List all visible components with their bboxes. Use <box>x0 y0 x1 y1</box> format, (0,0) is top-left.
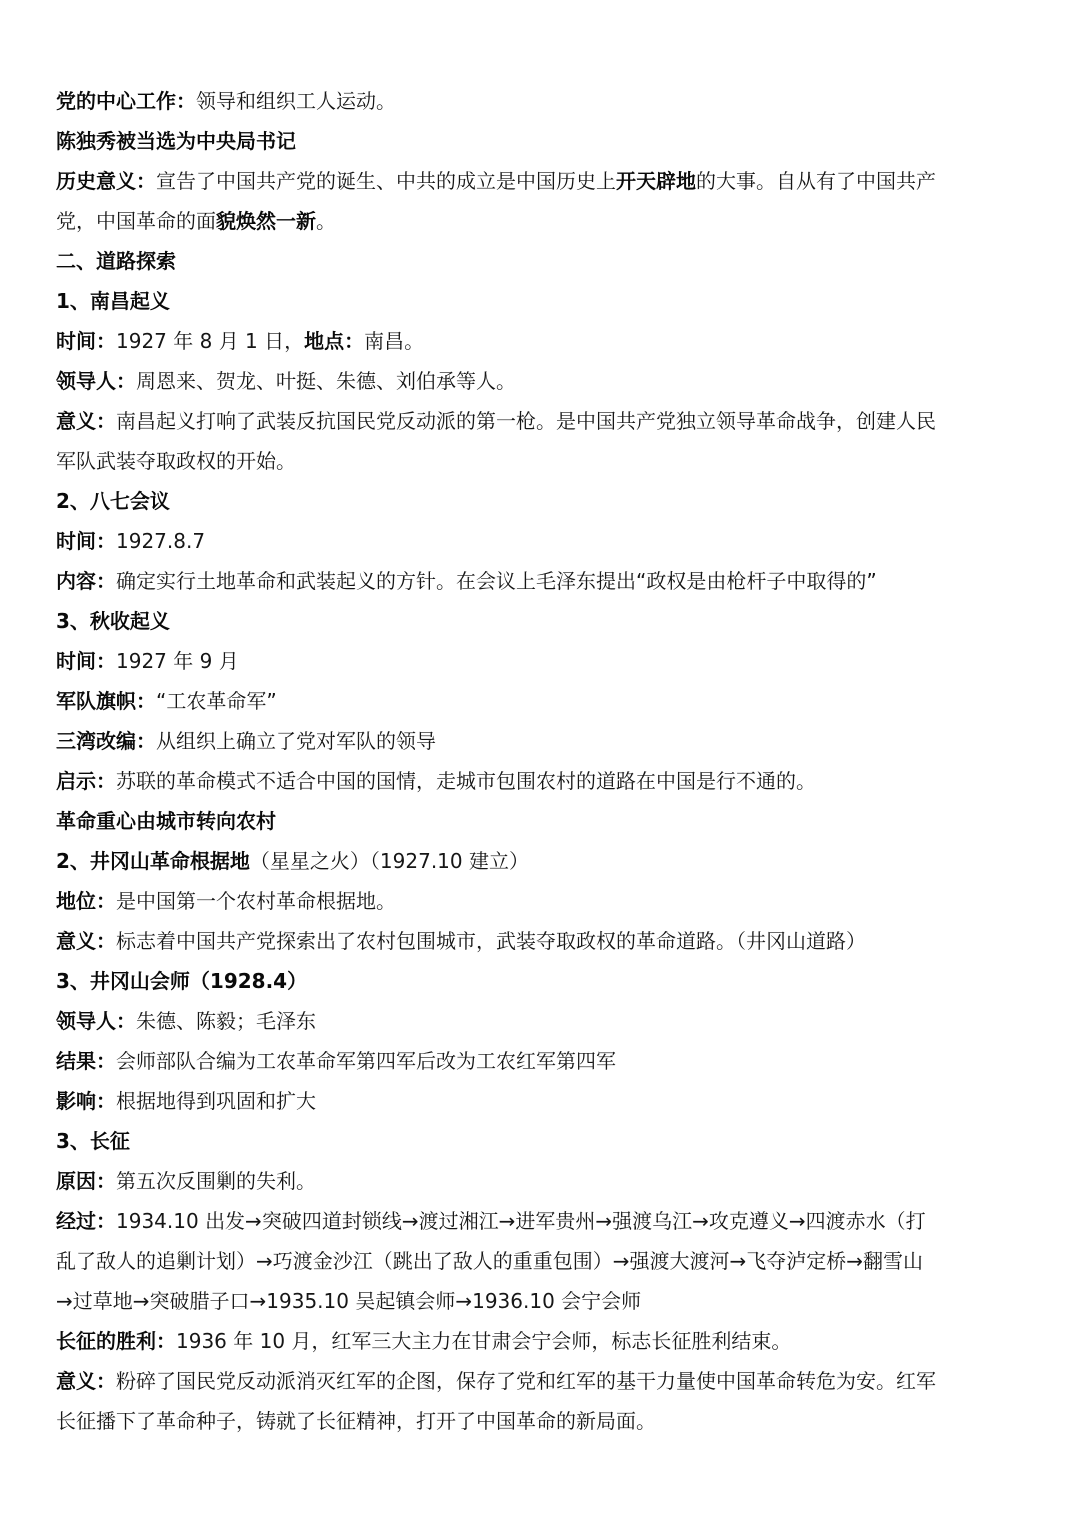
bold-label: 2、八七会议 <box>56 489 170 513</box>
line-nanchang-time <box>56 321 1036 361</box>
bold-label: 历史意义： <box>56 169 156 193</box>
line-sanwan-reorg <box>56 721 1036 761</box>
bold-label: 意义： <box>56 1369 116 1393</box>
line-nanchang-meaning-cont <box>56 441 1036 481</box>
line-nanchang-meaning <box>56 401 1036 441</box>
line-revelation <box>56 761 1036 801</box>
line-meeting-impact <box>56 1081 1036 1121</box>
text-segment: 确定实行土地革命和武装起义的方针。在会议上毛泽东提出“政权是由枪杆子中取得的” <box>116 569 877 593</box>
line-march-cause <box>56 1161 1036 1201</box>
bold-label: 时间： <box>56 329 116 353</box>
bold-label: 领导人： <box>56 369 136 393</box>
bold-label: 陈独秀被当选为中央局书记 <box>56 129 296 153</box>
bold-label: 长征的胜利： <box>56 1329 176 1353</box>
line-march-route-3 <box>56 1281 1036 1321</box>
line-central-work <box>56 81 1036 121</box>
heading-august-seventh <box>56 481 1036 521</box>
line-autumn-time <box>56 641 1036 681</box>
bold-label: 开天辟地 <box>616 169 696 193</box>
bold-label: 原因： <box>56 1169 116 1193</box>
bold-label: 2、井冈山革命根据地 <box>56 849 250 873</box>
text-segment: 军队武装夺取政权的开始。 <box>56 449 296 473</box>
bold-label: 影响： <box>56 1089 116 1113</box>
bold-label: 党的中心工作： <box>56 89 196 113</box>
bold-label: 军队旗帜： <box>56 689 156 713</box>
bold-label: 意义： <box>56 929 116 953</box>
text-segment: （星星之火）（1927.10 建立） <box>249 849 529 873</box>
heading-road-exploration <box>56 241 1036 281</box>
bold-label: 1、南昌起义 <box>56 289 170 313</box>
line-base-status <box>56 881 1036 921</box>
line-march-meaning <box>56 1361 1036 1401</box>
bold-label: 3、井冈山会师（1928.4） <box>56 969 308 993</box>
text-segment: 会师部队合编为工农革命军第四军后改为工农红军第四军 <box>116 1049 616 1073</box>
bold-label: 地位： <box>56 889 116 913</box>
bold-label: 貌焕然一新 <box>216 209 316 233</box>
text-segment: 标志着中国共产党探索出了农村包围城市，武装夺取政权的革命道路。（井冈山道路） <box>116 929 866 953</box>
text-segment: 南昌。 <box>364 329 425 353</box>
text-segment: 领导和组织工人运动。 <box>196 89 396 113</box>
text-segment: 乱了敌人的追剿计划）→巧渡金沙江（跳出了敌人的重重包围）→强渡大渡河→飞夺泸定桥→翻雪山 <box>56 1249 924 1273</box>
line-march-meaning-cont <box>56 1401 1036 1441</box>
line-shift-to-countryside <box>56 801 1036 841</box>
text-segment: →过草地→突破腊子口→1935.10 吴起镇会师→1936.10 会宁会师 <box>56 1289 642 1313</box>
text-segment: 1927 年 9 月 <box>116 649 239 673</box>
heading-long-march <box>56 1121 1036 1161</box>
line-historical-significance-cont <box>56 201 1036 241</box>
heading-jinggangshan-meeting <box>56 961 1036 1001</box>
text-segment: 的大事。自从有了中国共产 <box>696 169 936 193</box>
text-segment: 宣告了中国共产党的诞生、中共的成立是中国历史上 <box>156 169 616 193</box>
line-base-meaning <box>56 921 1036 961</box>
bold-label: 3、秋收起义 <box>56 609 170 633</box>
bold-label: 领导人： <box>56 1009 136 1033</box>
line-meeting-leaders <box>56 1001 1036 1041</box>
heading-autumn-harvest <box>56 601 1036 641</box>
line-march-victory <box>56 1321 1036 1361</box>
text-segment: 党，中国革命的面 <box>56 209 216 233</box>
bold-label: 地点： <box>304 329 365 353</box>
text-segment: 从组织上确立了党对军队的领导 <box>156 729 436 753</box>
text-segment: 1936 年 10 月，红军三大主力在甘肃会宁会师，标志长征胜利结束。 <box>176 1329 792 1353</box>
bold-label: 二、道路探索 <box>56 249 176 273</box>
text-segment: 1927.8.7 <box>116 529 206 553</box>
heading-jinggangshan-base <box>56 841 1036 881</box>
bold-label: 意义： <box>56 409 116 433</box>
bold-label: 内容： <box>56 569 116 593</box>
text-segment: 第五次反围剿的失利。 <box>116 1169 316 1193</box>
bold-label: 3、长征 <box>56 1129 130 1153</box>
text-segment: 长征播下了革命种子，铸就了长征精神，打开了中国革命的新局面。 <box>56 1409 656 1433</box>
text-segment: 根据地得到巩固和扩大 <box>116 1089 316 1113</box>
line-historical-significance <box>56 161 1036 201</box>
bold-label: 启示： <box>56 769 116 793</box>
bold-label: 结果： <box>56 1049 116 1073</box>
heading-nanchang-uprising <box>56 281 1036 321</box>
text-segment: 南昌起义打响了武装反抗国民党反动派的第一枪。是中国共产党独立领导革命战争，创建人民 <box>116 409 936 433</box>
text-segment: 是中国第一个农村革命根据地。 <box>116 889 396 913</box>
text-segment: 。 <box>316 209 336 233</box>
line-march-route <box>56 1201 1036 1241</box>
text-segment: “工农革命军” <box>156 689 277 713</box>
line-nanchang-leaders <box>56 361 1036 401</box>
text-segment: 1934.10 出发→突破四道封锁线→渡过湘江→进军贵州→强渡乌江→攻克遵义→四渡赤水（打 <box>116 1209 926 1233</box>
text-segment: 朱德、陈毅；毛泽东 <box>136 1009 316 1033</box>
line-march-route-2 <box>56 1241 1036 1281</box>
line-august-content <box>56 561 1036 601</box>
text-segment: 粉碎了国民党反动派消灭红军的企图，保存了党和红军的基干力量使中国革命转危为安。红军 <box>116 1369 936 1393</box>
text-segment: 周恩来、贺龙、叶挺、朱德、刘伯承等人。 <box>136 369 516 393</box>
text-segment: 1927 年 8 月 1 日， <box>116 329 305 353</box>
line-meeting-result <box>56 1041 1036 1081</box>
bold-label: 革命重心由城市转向农村 <box>56 809 276 833</box>
line-army-banner <box>56 681 1036 721</box>
line-chen-duxiu <box>56 121 1036 161</box>
bold-label: 时间： <box>56 529 116 553</box>
line-august-time <box>56 521 1036 561</box>
bold-label: 时间： <box>56 649 116 673</box>
bold-label: 三湾改编： <box>56 729 156 753</box>
text-segment: 苏联的革命模式不适合中国的国情，走城市包围农村的道路在中国是行不通的。 <box>116 769 816 793</box>
bold-label: 经过： <box>56 1209 116 1233</box>
